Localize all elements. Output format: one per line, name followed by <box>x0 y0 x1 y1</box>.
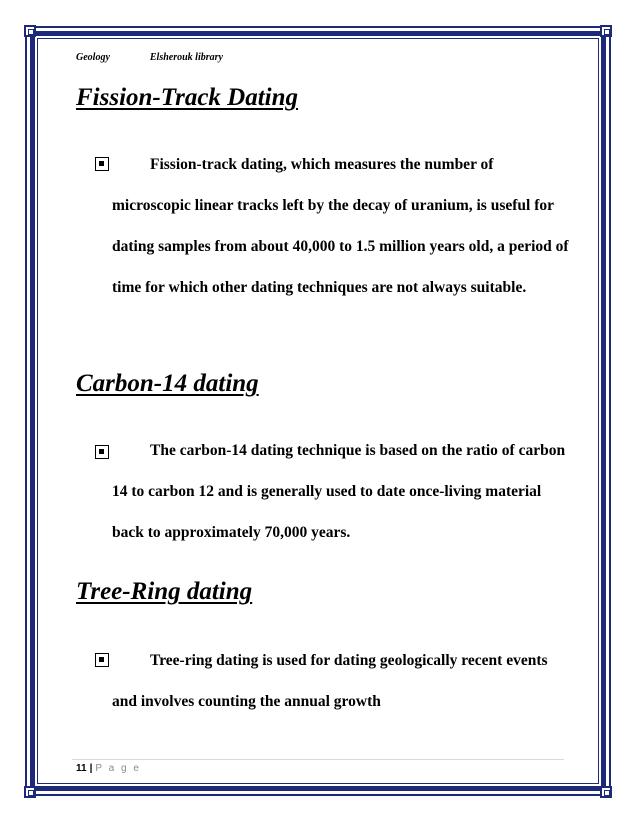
page-number: 11 <box>76 763 87 774</box>
bullet-square-icon <box>95 445 109 459</box>
border-corner-ornament <box>600 786 612 798</box>
border-corner-ornament <box>24 786 36 798</box>
section-heading-carbon-14: Carbon-14 dating <box>76 370 259 397</box>
section-paragraph-carbon-14 <box>112 430 572 553</box>
paragraph-text: Tree-ring dating is used for dating geologically recent events and involves counting the annual growth <box>112 652 548 710</box>
bullet-square-icon <box>95 157 109 171</box>
border-corner-ornament <box>24 25 36 37</box>
section-paragraph-tree-ring <box>112 640 572 722</box>
border-corner-ornament <box>600 25 612 37</box>
section-heading-fission-track: Fission-Track Dating <box>76 84 299 111</box>
bullet-square-icon <box>95 653 109 667</box>
page-header <box>76 52 223 63</box>
section-heading-tree-ring: Tree-Ring dating <box>76 578 253 605</box>
page-footer <box>76 763 141 774</box>
section-paragraph-fission-track <box>112 144 572 308</box>
paragraph-text: Fission-track dating, which measures the number of microscopic linear tracks left by the decay of uranium, is useful for dating samples from about 40,000 to 1.5 million years old, a period of time for which other dating techniques are not always suitable. <box>112 156 569 296</box>
footer-rule <box>72 759 564 760</box>
header-library: Elsherouk library <box>149 52 223 63</box>
page-label: P a g e <box>95 763 141 774</box>
header-subject: Geology <box>76 52 110 63</box>
paragraph-text: The carbon-14 dating technique is based on the ratio of carbon 14 to carbon 12 and is generally used to date once-living material back to approximately 70,000 years. <box>112 442 566 541</box>
footer-separator: | <box>89 763 93 774</box>
